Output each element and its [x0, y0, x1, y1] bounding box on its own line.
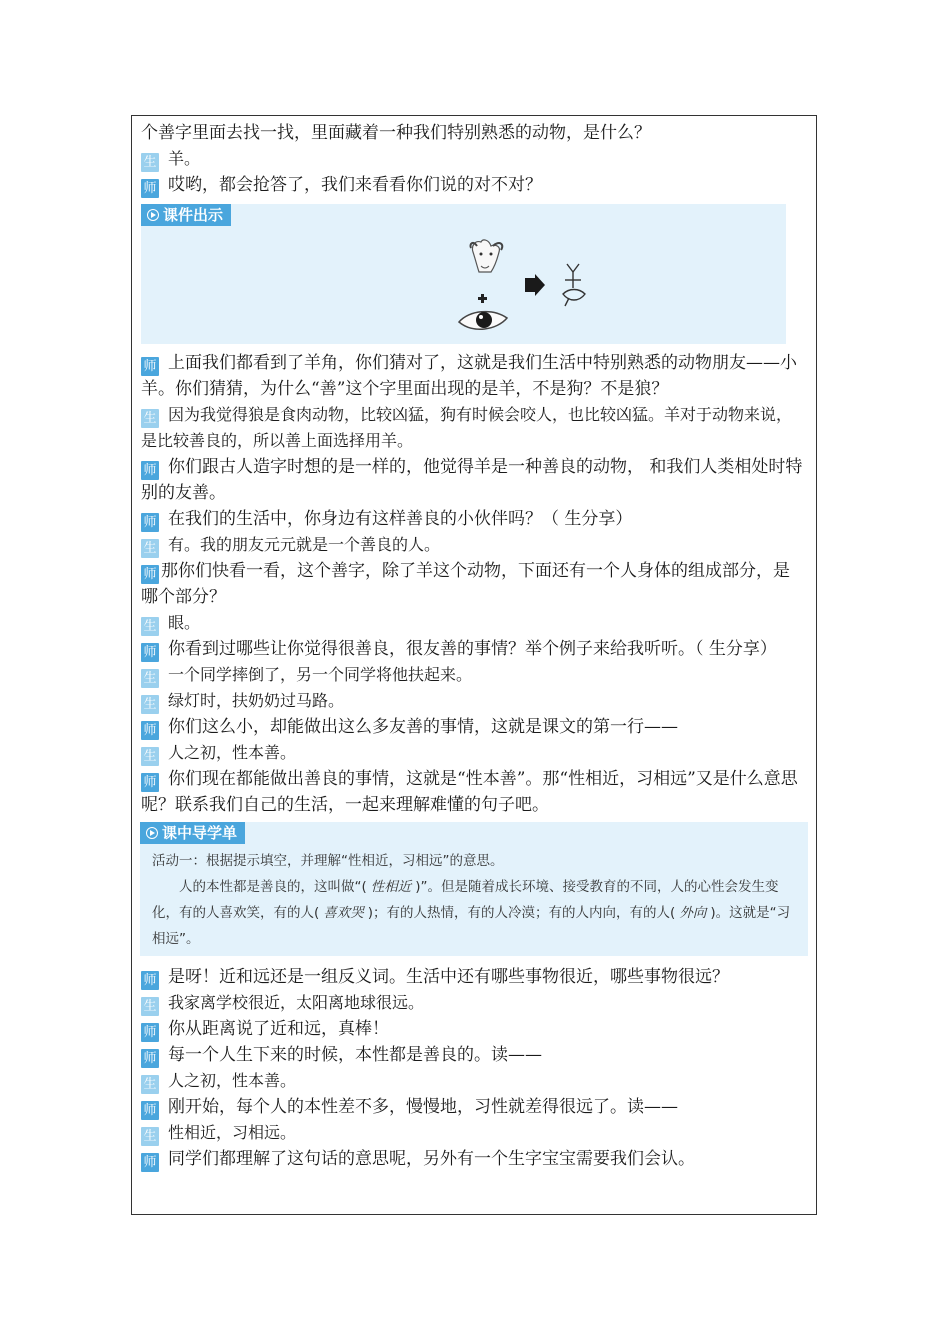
- student-badge: 生: [141, 539, 159, 558]
- arrow-right-icon: [525, 274, 545, 296]
- lesson-frame: [131, 115, 817, 1215]
- line-text: 人之初，性本善。: [168, 743, 297, 762]
- student-badge: 生: [141, 695, 159, 714]
- dialogue-line: [141, 964, 805, 990]
- goat-head-icon: [470, 240, 502, 272]
- dialogue-line: [141, 740, 805, 766]
- student-badge: 生: [141, 409, 159, 428]
- guide-panel: [140, 822, 808, 956]
- dialogue-line: [141, 402, 805, 454]
- eye-icon: [459, 312, 507, 330]
- line-text: 因为我觉得狼是食肉动物，比较凶猛，狗有时候会咬人，也比较凶猛。羊对于动物来说，是比较善良的，所以善上面选择用羊。: [141, 405, 793, 450]
- student-badge: 生: [141, 153, 159, 172]
- dialogue-line: [141, 990, 805, 1016]
- dialogue-line: [141, 714, 805, 740]
- dialogue-line: [141, 1016, 805, 1042]
- answer-2: 喜欢哭: [323, 905, 364, 921]
- teacher-badge: 师: [141, 773, 159, 792]
- line-text: 有。我的朋友元元就是一个善良的人。: [168, 535, 441, 554]
- line-text: 你看到过哪些让你觉得很善良，很友善的事情？举个例子来给我听听。（ 生分享）: [168, 639, 777, 659]
- answer-1: 性相近: [370, 879, 412, 895]
- text-line: [141, 120, 805, 146]
- teacher-badge: 师: [141, 357, 159, 376]
- line-text: 绿灯时，扶奶奶过马路。: [168, 691, 345, 710]
- student-badge: 生: [141, 617, 159, 636]
- student-badge: 生: [141, 747, 159, 766]
- answer-3: 外向: [679, 905, 707, 921]
- teacher-badge: 师: [141, 1049, 159, 1068]
- dialogue-line: [141, 1042, 805, 1068]
- dialogue-line: [141, 1094, 805, 1120]
- dialogue-line: [141, 766, 805, 818]
- line-text: 性相近，习相远。: [168, 1123, 297, 1142]
- student-badge: 生: [141, 1075, 159, 1094]
- line-text: 你们跟古人造字时想的是一样的，他觉得羊是一种善良的动物， 和我们人类相处时特别的友善。: [141, 457, 803, 503]
- teacher-badge: 师: [141, 643, 159, 662]
- play-icon: [146, 827, 158, 839]
- teacher-badge: 师: [141, 1101, 159, 1120]
- courseware-label: 课件出示: [163, 206, 224, 224]
- teacher-badge: 师: [141, 1153, 159, 1172]
- dialogue-line: [141, 636, 805, 662]
- line-text: 眼。: [168, 613, 201, 632]
- line-text: 个善字里面去找一找，里面藏着一种我们特别熟悉的动物，是什么？: [141, 123, 651, 143]
- dialogue-line: [141, 688, 805, 714]
- dialogue-line: [141, 350, 805, 402]
- guide-label: 课中导学单: [162, 824, 238, 842]
- dialogue-line: [141, 1120, 805, 1146]
- student-badge: 生: [141, 669, 159, 688]
- activity-body: 人的本性都是善良的，这叫做“( 性相近 )”。但是随着成长环境、接受教育的不同，人的心性会发生变化，有的人喜欢笑，有的人( 喜欢哭 )；有的人热情，有的人冷漠；有的人内向，有的人( 外向 )。这就是“习相远”。: [152, 879, 791, 947]
- dialogue-line: [141, 146, 805, 172]
- teacher-badge: 师: [141, 1023, 159, 1042]
- teacher-badge: 师: [141, 179, 159, 198]
- character-diagram: [141, 204, 786, 344]
- line-text: 哎哟，都会抢答了，我们来看看你们说的对不对？: [168, 175, 542, 195]
- student-badge: 生: [141, 997, 159, 1016]
- student-badge: 生: [141, 1127, 159, 1146]
- teacher-badge: 师: [141, 971, 159, 990]
- line-text: 羊。: [168, 149, 201, 168]
- line-text: 上面我们都看到了羊角，你们猜对了，这就是我们生活中特别熟悉的动物朋友——小羊。你们猜猜，为什么“善”这个字里面出现的是羊，不是狗？不是狼？: [141, 353, 797, 399]
- teacher-badge: 师: [141, 513, 159, 532]
- ancient-shan-character-icon: [563, 264, 585, 306]
- line-text: 那你们快看一看，这个善字，除了羊这个动物，下面还有一个人身体的组成部分，是哪个部分？: [141, 561, 790, 607]
- guide-tag: [140, 822, 245, 844]
- lesson-content: [141, 120, 805, 1172]
- line-text: 一个同学摔倒了，另一个同学将他扶起来。: [168, 665, 473, 684]
- line-text: 人之初，性本善。: [168, 1071, 297, 1090]
- line-text: 每一个人生下来的时候，本性都是善良的。读——: [168, 1045, 542, 1065]
- line-text: 你们现在都能做出善良的事情，这就是“性本善”。那“性相近，习相远”又是什么意思呢？联系我们自己的生活，一起来理解难懂的句子吧。: [141, 769, 798, 815]
- teacher-badge: 师: [141, 721, 159, 740]
- courseware-panel: [141, 204, 786, 344]
- dialogue-line: [141, 1146, 805, 1172]
- dialogue-line: [141, 610, 805, 636]
- line-text: 我家离学校很近，太阳离地球很远。: [168, 993, 425, 1012]
- dialogue-line: [141, 662, 805, 688]
- dialogue-line: [141, 506, 805, 532]
- line-text: 是呀！近和远还是一组反义词。生活中还有哪些事物很近，哪些事物很远？: [168, 967, 729, 987]
- line-text: 在我们的生活中，你身边有这样善良的小伙伴吗？（ 生分享）: [168, 509, 633, 529]
- teacher-badge: 师: [141, 565, 159, 584]
- dialogue-line: [141, 558, 805, 610]
- teacher-badge: 师: [141, 461, 159, 480]
- dialogue-line: [141, 172, 805, 198]
- line-text: 你们这么小，却能做出这么多友善的事情，这就是课文的第一行——: [168, 717, 678, 737]
- plus-icon: [478, 294, 487, 303]
- line-text: 刚开始，每个人的本性差不多，慢慢地，习性就差得很远了。读——: [168, 1097, 678, 1117]
- activity-heading: 活动一：根据提示填空，并理解“性相近，习相远”的意思。: [152, 853, 504, 869]
- line-text: 同学们都理解了这句话的意思呢，另外有一个生字宝宝需要我们会认。: [168, 1149, 695, 1169]
- dialogue-line: [141, 1068, 805, 1094]
- dialogue-line: [141, 454, 805, 506]
- line-text: 你从距离说了近和远，真棒！: [168, 1019, 389, 1039]
- dialogue-line: [141, 532, 805, 558]
